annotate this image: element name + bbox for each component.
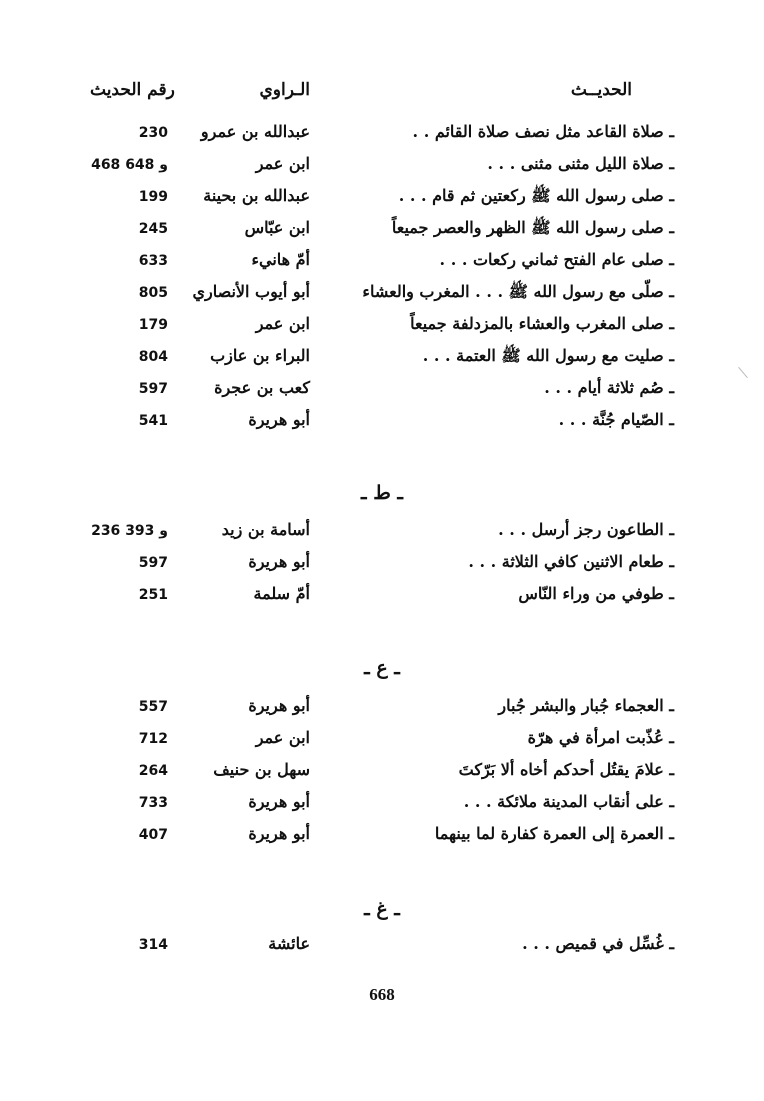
hadith-text: ـ الصّيام جُنَّة . . . (558, 410, 674, 429)
table-row (0, 314, 764, 340)
narrator-name: ابن عمر (255, 314, 310, 333)
narrator-name: أبو هريرة (248, 410, 310, 429)
narrator-name: أمّ سلمة (253, 584, 310, 603)
header-narrator: الـراوي (259, 80, 310, 100)
hadith-text: ـ صلاة القاعد مثل نصف صلاة القائم . . (412, 122, 674, 141)
hadith-text: ـ صلّى مع رسول الله ﷺ . . . المغرب والعشاء (362, 282, 674, 301)
table-row (0, 218, 764, 244)
table-row (0, 410, 764, 436)
narrator-name: كعب بن عجرة (214, 378, 310, 397)
hadith-number: 597 (138, 555, 168, 571)
hadith-number: 251 (138, 587, 168, 603)
narrator-name: أمّ هانيء (251, 250, 310, 269)
hadith-number: 236 و 393 (91, 523, 168, 539)
section-letter-ghain: ـ غ ـ (364, 898, 400, 920)
hadith-text: ـ صلى رسول الله ﷺ الظهر والعصر جميعاً (391, 218, 674, 237)
hadith-text: ـ صُم ثلاثة أيام . . . (544, 378, 674, 397)
hadith-text: ـ على أنقاب المدينة ملائكة . . . (463, 792, 674, 811)
hadith-number: 541 (138, 413, 168, 429)
hadith-text: ـ صلاة الليل مثنى مثنى . . . (487, 154, 674, 173)
hadith-text: ـ صلى رسول الله ﷺ ركعتين ثم قام . . . (398, 186, 674, 205)
hadith-text: ـ الطاعون رجز أرسل . . . (498, 520, 674, 539)
section-letter-ain: ـ ع ـ (364, 657, 400, 679)
page-number: 668 (369, 985, 395, 1004)
table-row (0, 792, 764, 818)
table-row (0, 728, 764, 754)
narrator-name: ابن عبّاس (244, 218, 310, 237)
table-row (0, 186, 764, 212)
hadith-number: 805 (138, 285, 168, 301)
hadith-number: 557 (138, 699, 168, 715)
hadith-number: 230 (138, 125, 168, 141)
table-row (0, 346, 764, 372)
section-letter-ta: ـ ط ـ (361, 482, 403, 504)
narrator-name: البراء بن عازب (210, 346, 310, 365)
hadith-number: 804 (138, 349, 168, 365)
hadith-number: 468 و 648 (91, 157, 168, 173)
table-row (0, 520, 764, 546)
hadith-text: ـ صلى المغرب والعشاء بالمزدلفة جميعاً (410, 314, 674, 333)
hadith-text: ـ العمرة إلى العمرة كفارة لما بينهما (434, 824, 674, 843)
table-row (0, 552, 764, 578)
table-row (0, 122, 764, 148)
hadith-number: 314 (138, 937, 168, 953)
header-number: رقم الحديث (90, 80, 175, 100)
hadith-number: 633 (138, 253, 168, 269)
table-row (0, 154, 764, 180)
narrator-name: أبو أيوب الأنصاري (192, 282, 310, 301)
hadith-text: ـ صليت مع رسول الله ﷺ العتمة . . . (422, 346, 674, 365)
table-row (0, 760, 764, 786)
narrator-name: أبو هريرة (248, 552, 310, 571)
hadith-text: ـ طعام الاثنين كافي الثلاثة . . . (468, 552, 674, 571)
narrator-name: أسامة بن زيد (221, 520, 310, 539)
hadith-number: 245 (138, 221, 168, 237)
hadith-number: 264 (138, 763, 168, 779)
hadith-text: ـ عُذّبت امرأة في هرّة (527, 728, 674, 747)
narrator-name: عائشة (268, 934, 310, 953)
narrator-name: أبو هريرة (248, 824, 310, 843)
narrator-name: ابن عمر (255, 154, 310, 173)
table-row (0, 282, 764, 308)
table-row (0, 378, 764, 404)
header-hadith: الحديــث (570, 80, 632, 100)
table-row (0, 696, 764, 722)
hadith-number: 733 (138, 795, 168, 811)
hadith-text: ـ غُسِّل في قميص . . . (522, 934, 674, 953)
hadith-text: ـ صلى عام الفتح ثماني ركعات . . . (439, 250, 674, 269)
narrator-name: أبو هريرة (248, 792, 310, 811)
narrator-name: ابن عمر (255, 728, 310, 747)
narrator-name: عبدالله بن بحينة (203, 186, 310, 205)
hadith-number: 407 (138, 827, 168, 843)
narrator-name: أبو هريرة (248, 696, 310, 715)
hadith-text: ـ العجماء جُبار والبشر جُبار (498, 696, 674, 715)
narrator-name: عبدالله بن عمرو (200, 122, 310, 141)
hadith-number: 199 (138, 189, 168, 205)
hadith-text: ـ علامَ يقتُل أحدكم أخاه ألا بَرّكتَ (458, 760, 674, 779)
table-row (0, 934, 764, 960)
hadith-number: 179 (138, 317, 168, 333)
hadith-number: 597 (138, 381, 168, 397)
table-row (0, 824, 764, 850)
hadith-number: 712 (138, 731, 168, 747)
table-row (0, 250, 764, 276)
hadith-text: ـ طوفي من وراء النّاس (518, 584, 674, 603)
table-row (0, 584, 764, 610)
narrator-name: سهل بن حنيف (213, 760, 310, 779)
